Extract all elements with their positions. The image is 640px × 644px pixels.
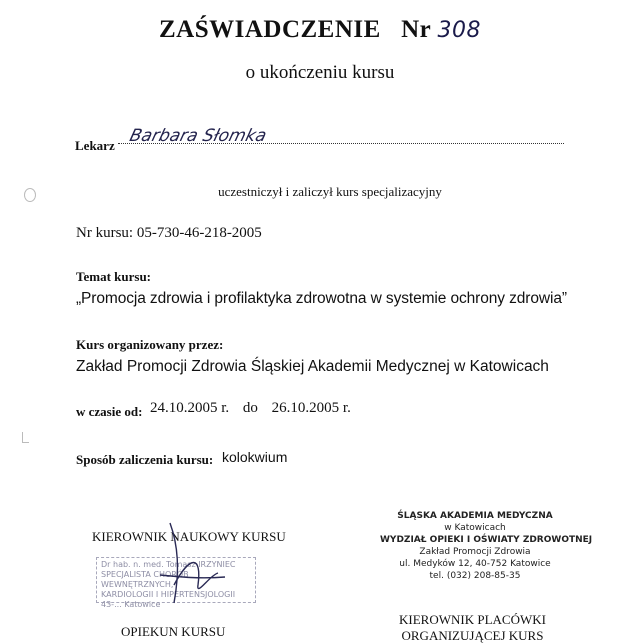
stamp-line: tel. (032) 208-85-35 — [429, 571, 521, 581]
stamp-line: WYDZIAŁ OPIEKI I OŚWIATY ZDROWOTNEJ — [380, 535, 593, 545]
facility-head-label — [399, 612, 546, 644]
document-subtitle: o ukończeniu kursu — [245, 62, 395, 83]
exam-label: Sposób zaliczenia kursu: — [76, 452, 214, 467]
stamp-line: 43-... Katowice — [101, 600, 161, 609]
course-number-line — [76, 225, 262, 242]
statement-text: uczestniczył i zaliczył kurs specjalizacyjny — [218, 184, 442, 199]
date-from: 24.10.2005 r. — [150, 400, 230, 416]
certificate-number: 308 — [437, 18, 482, 43]
organizer-label: Kurs organizowany przez: — [76, 337, 224, 352]
date-to: 26.10.2005 r. — [271, 400, 351, 416]
topic-label: Temat kursu: — [76, 269, 152, 284]
facility-head-line-1: KIEROWNIK PLACÓWKI — [399, 612, 546, 627]
stamp-line: KARDIOLOGII I HIPERTENSJOLOGII — [101, 590, 236, 599]
date-separator: do — [242, 400, 258, 416]
doctor-name-handwritten: Barbara Słomka — [127, 126, 269, 146]
course-organizer: Zakład Promocji Zdrowia Śląskiej Akademii Medycznej w Katowicach — [76, 358, 549, 375]
institution-stamp — [380, 510, 593, 582]
nr-label: Nr — [401, 16, 431, 43]
stamp-line: ŚLĄSKA AKADEMIA MEDYCZNA — [397, 511, 553, 521]
tutor-label: OPIEKUN KURSU — [121, 624, 226, 639]
punch-tick-mark — [22, 432, 29, 443]
course-number: 05-730-46-218-2005 — [136, 225, 262, 241]
time-label: w czasie od: — [76, 404, 143, 419]
exam-method: kolokwium — [222, 449, 288, 465]
doctor-label: Lekarz — [75, 138, 115, 153]
stamp-line: w Katowicach — [444, 523, 506, 533]
title-text: ZAŚWIADCZENIE — [158, 16, 381, 43]
signature-scribble — [140, 515, 230, 610]
course-topic: „Promocja zdrowia i profilaktyka zdrowotna w systemie ochrony zdrowia” — [76, 290, 567, 307]
stamp-line: Dr hab. n. med. Tomasz IRZYNIEC — [101, 560, 236, 569]
stamp-line: Zakład Promocji Zdrowia — [419, 547, 531, 557]
stamp-line: ul. Medyków 12, 40-752 Katowice — [399, 559, 551, 569]
document-title — [0, 16, 640, 44]
course-number-label: Nr kursu: — [76, 225, 134, 241]
stamp-line: SPECJALISTA CHORÓB WEWNĘTRZNYCH, — [101, 570, 189, 589]
facility-head-line-2: ORGANIZUJĄCEJ KURS — [401, 628, 544, 643]
course-dates — [150, 400, 351, 417]
scientific-head-label: KIEROWNIK NAUKOWY KURSU — [92, 529, 286, 544]
